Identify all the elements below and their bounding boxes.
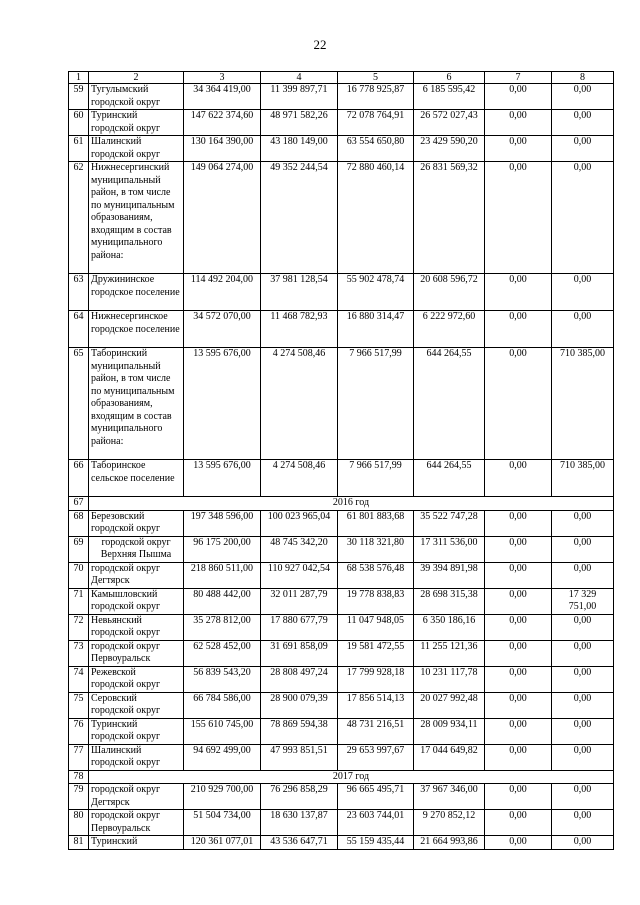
amount-cell: 17 044 649,82 xyxy=(414,744,485,770)
municipality-name-cell: Невьянский городской округ xyxy=(89,614,184,640)
amount-cell: 0,00 xyxy=(485,510,552,536)
amount-cell: 28 009 934,11 xyxy=(414,718,485,744)
municipality-name-cell: Шалинский городской округ xyxy=(89,744,184,770)
amount-cell: 43 180 149,00 xyxy=(261,136,338,162)
table-row xyxy=(69,744,614,770)
table-row xyxy=(69,110,614,136)
row-number-cell: 74 xyxy=(69,666,89,692)
amount-cell: 210 929 700,00 xyxy=(184,784,261,810)
amount-cell: 7 966 517,99 xyxy=(338,348,414,460)
amount-cell: 26 572 027,43 xyxy=(414,110,485,136)
amount-cell: 0,00 xyxy=(552,562,614,588)
amount-cell: 55 159 435,44 xyxy=(338,836,414,850)
amount-cell: 13 595 676,00 xyxy=(184,460,261,497)
amount-cell: 6 185 595,42 xyxy=(414,84,485,110)
amount-cell: 48 731 216,51 xyxy=(338,718,414,744)
municipality-name-cell: Нижнесергинский муниципальный район, в том числе по муниципальным образованиям, входящим в состав муниципального района: xyxy=(89,162,184,274)
amount-cell: 11 047 948,05 xyxy=(338,614,414,640)
municipality-name-cell: Дружининское городское поселение xyxy=(89,274,184,311)
amount-cell: 0,00 xyxy=(552,110,614,136)
amount-cell: 18 630 137,87 xyxy=(261,810,338,836)
amount-cell: 0,00 xyxy=(485,810,552,836)
amount-cell: 197 348 596,00 xyxy=(184,510,261,536)
amount-cell: 16 778 925,87 xyxy=(338,84,414,110)
amount-cell: 0,00 xyxy=(485,640,552,666)
amount-cell: 31 691 858,09 xyxy=(261,640,338,666)
row-number-cell: 65 xyxy=(69,348,89,460)
year-row xyxy=(69,770,614,784)
amount-cell: 47 993 851,51 xyxy=(261,744,338,770)
amount-cell: 0,00 xyxy=(552,162,614,274)
amount-cell: 80 488 442,00 xyxy=(184,588,261,614)
amount-cell: 0,00 xyxy=(552,84,614,110)
amount-cell: 17 880 677,79 xyxy=(261,614,338,640)
row-number-cell: 66 xyxy=(69,460,89,497)
amount-cell: 61 801 883,68 xyxy=(338,510,414,536)
row-number-cell: 73 xyxy=(69,640,89,666)
amount-cell: 120 361 077,01 xyxy=(184,836,261,850)
amount-cell: 28 698 315,38 xyxy=(414,588,485,614)
municipality-name-cell: городской округ Дегтярск xyxy=(89,562,184,588)
table-row xyxy=(69,311,614,348)
table-row xyxy=(69,666,614,692)
amount-cell: 0,00 xyxy=(485,784,552,810)
row-number-cell: 72 xyxy=(69,614,89,640)
amount-cell: 35 278 812,00 xyxy=(184,614,261,640)
header-cell: 4 xyxy=(261,72,338,84)
table-row xyxy=(69,614,614,640)
amount-cell: 62 528 452,00 xyxy=(184,640,261,666)
municipality-name-cell: Таборинский муниципальный район, в том числе по муниципальным образованиям, входящим в состав муниципального района: xyxy=(89,348,184,460)
amount-cell: 0,00 xyxy=(552,718,614,744)
amount-cell: 0,00 xyxy=(552,666,614,692)
row-number-cell: 80 xyxy=(69,810,89,836)
year-row xyxy=(69,497,614,511)
table-row xyxy=(69,588,614,614)
amount-cell: 6 350 186,16 xyxy=(414,614,485,640)
amount-cell: 37 981 128,54 xyxy=(261,274,338,311)
header-cell: 5 xyxy=(338,72,414,84)
amount-cell: 20 608 596,72 xyxy=(414,274,485,311)
municipality-name-cell: Нижнесергинское городское поселение xyxy=(89,311,184,348)
header-cell: 7 xyxy=(485,72,552,84)
amount-cell: 32 011 287,79 xyxy=(261,588,338,614)
amount-cell: 0,00 xyxy=(485,744,552,770)
amount-cell: 114 492 204,00 xyxy=(184,274,261,311)
row-number-cell: 70 xyxy=(69,562,89,588)
table-row xyxy=(69,562,614,588)
amount-cell: 0,00 xyxy=(485,588,552,614)
row-number-cell: 78 xyxy=(69,770,89,784)
row-number-cell: 64 xyxy=(69,311,89,348)
amount-cell: 72 880 460,14 xyxy=(338,162,414,274)
amount-cell: 96 665 495,71 xyxy=(338,784,414,810)
amount-cell: 0,00 xyxy=(552,640,614,666)
amount-cell: 0,00 xyxy=(485,666,552,692)
row-number-cell: 71 xyxy=(69,588,89,614)
amount-cell: 28 900 079,39 xyxy=(261,692,338,718)
amount-cell: 21 664 993,86 xyxy=(414,836,485,850)
amount-cell: 0,00 xyxy=(485,274,552,311)
amount-cell: 710 385,00 xyxy=(552,460,614,497)
amount-cell: 0,00 xyxy=(552,536,614,562)
amount-cell: 55 902 478,74 xyxy=(338,274,414,311)
row-number-cell: 75 xyxy=(69,692,89,718)
table-row xyxy=(69,836,614,850)
municipality-name-cell: Режевской городской округ xyxy=(89,666,184,692)
amount-cell: 48 745 342,20 xyxy=(261,536,338,562)
amount-cell: 0,00 xyxy=(552,614,614,640)
amount-cell: 6 222 972,60 xyxy=(414,311,485,348)
amount-cell: 0,00 xyxy=(552,274,614,311)
header-cell: 2 xyxy=(89,72,184,84)
amount-cell: 13 595 676,00 xyxy=(184,348,261,460)
year-label-cell: 2017 год xyxy=(89,770,614,784)
table-row xyxy=(69,84,614,110)
amount-cell: 26 831 569,32 xyxy=(414,162,485,274)
amount-cell: 9 270 852,12 xyxy=(414,810,485,836)
amount-cell: 0,00 xyxy=(485,84,552,110)
municipality-name-cell: Камышловский городской округ xyxy=(89,588,184,614)
table-row xyxy=(69,536,614,562)
amount-cell: 4 274 508,46 xyxy=(261,348,338,460)
table-row xyxy=(69,718,614,744)
amount-cell: 0,00 xyxy=(485,348,552,460)
row-number-cell: 60 xyxy=(69,110,89,136)
municipality-name-cell: Тугулымский городской округ xyxy=(89,84,184,110)
row-number-cell: 79 xyxy=(69,784,89,810)
amount-cell: 0,00 xyxy=(552,836,614,850)
amount-cell: 130 164 390,00 xyxy=(184,136,261,162)
municipality-name-cell: Березовский городской округ xyxy=(89,510,184,536)
amount-cell: 710 385,00 xyxy=(552,348,614,460)
row-number-cell: 67 xyxy=(69,497,89,511)
header-cell: 1 xyxy=(69,72,89,84)
amount-cell: 644 264,55 xyxy=(414,460,485,497)
amount-cell: 34 572 070,00 xyxy=(184,311,261,348)
row-number-cell: 68 xyxy=(69,510,89,536)
amount-cell: 23 603 744,01 xyxy=(338,810,414,836)
municipality-name-cell: городской округ Верхняя Пышма xyxy=(89,536,184,562)
amount-cell: 68 538 576,48 xyxy=(338,562,414,588)
page-number: 22 xyxy=(313,37,327,52)
row-number-cell: 63 xyxy=(69,274,89,311)
header-cell: 6 xyxy=(414,72,485,84)
amount-cell: 149 064 274,00 xyxy=(184,162,261,274)
amount-cell: 17 799 928,18 xyxy=(338,666,414,692)
amount-cell: 37 967 346,00 xyxy=(414,784,485,810)
table-row xyxy=(69,136,614,162)
amount-cell: 0,00 xyxy=(485,692,552,718)
budget-table xyxy=(68,71,614,850)
amount-cell: 35 522 747,28 xyxy=(414,510,485,536)
amount-cell: 7 966 517,99 xyxy=(338,460,414,497)
amount-cell: 0,00 xyxy=(485,536,552,562)
row-number-cell: 81 xyxy=(69,836,89,850)
amount-cell: 0,00 xyxy=(485,614,552,640)
amount-cell: 0,00 xyxy=(552,784,614,810)
row-number-cell: 61 xyxy=(69,136,89,162)
amount-cell: 10 231 117,78 xyxy=(414,666,485,692)
amount-cell: 0,00 xyxy=(552,510,614,536)
municipality-name-cell: Туринский городской округ xyxy=(89,718,184,744)
year-label-cell: 2016 год xyxy=(89,497,614,511)
amount-cell: 43 536 647,71 xyxy=(261,836,338,850)
amount-cell: 56 839 543,20 xyxy=(184,666,261,692)
amount-cell: 20 027 992,48 xyxy=(414,692,485,718)
amount-cell: 100 023 965,04 xyxy=(261,510,338,536)
header-cell: 3 xyxy=(184,72,261,84)
amount-cell: 218 860 511,00 xyxy=(184,562,261,588)
municipality-name-cell: городской округ Первоуральск xyxy=(89,640,184,666)
amount-cell: 11 255 121,36 xyxy=(414,640,485,666)
amount-cell: 0,00 xyxy=(552,311,614,348)
table-row xyxy=(69,810,614,836)
amount-cell: 0,00 xyxy=(485,562,552,588)
amount-cell: 147 622 374,60 xyxy=(184,110,261,136)
table-row xyxy=(69,162,614,274)
amount-cell: 0,00 xyxy=(552,744,614,770)
amount-cell: 11 468 782,93 xyxy=(261,311,338,348)
table-row xyxy=(69,510,614,536)
table-header-row xyxy=(69,72,614,84)
amount-cell: 72 078 764,91 xyxy=(338,110,414,136)
amount-cell: 0,00 xyxy=(485,162,552,274)
amount-cell: 30 118 321,80 xyxy=(338,536,414,562)
amount-cell: 23 429 590,20 xyxy=(414,136,485,162)
amount-cell: 96 175 200,00 xyxy=(184,536,261,562)
municipality-name-cell: Таборинское сельское поселение xyxy=(89,460,184,497)
amount-cell: 0,00 xyxy=(485,460,552,497)
municipality-name-cell: Шалинский городской округ xyxy=(89,136,184,162)
amount-cell: 19 581 472,55 xyxy=(338,640,414,666)
municipality-name-cell: городской округ Первоуральск xyxy=(89,810,184,836)
amount-cell: 0,00 xyxy=(485,836,552,850)
municipality-name-cell: Туринский городской округ xyxy=(89,110,184,136)
amount-cell: 66 784 586,00 xyxy=(184,692,261,718)
amount-cell: 17 856 514,13 xyxy=(338,692,414,718)
amount-cell: 155 610 745,00 xyxy=(184,718,261,744)
municipality-name-cell: городской округ Дегтярск xyxy=(89,784,184,810)
amount-cell: 76 296 858,29 xyxy=(261,784,338,810)
table-row xyxy=(69,460,614,497)
amount-cell: 11 399 897,71 xyxy=(261,84,338,110)
amount-cell: 94 692 499,00 xyxy=(184,744,261,770)
row-number-cell: 62 xyxy=(69,162,89,274)
amount-cell: 49 352 244,54 xyxy=(261,162,338,274)
amount-cell: 0,00 xyxy=(485,136,552,162)
row-number-cell: 69 xyxy=(69,536,89,562)
row-number-cell: 76 xyxy=(69,718,89,744)
amount-cell: 34 364 419,00 xyxy=(184,84,261,110)
header-cell: 8 xyxy=(552,72,614,84)
amount-cell: 0,00 xyxy=(485,718,552,744)
table-row xyxy=(69,692,614,718)
amount-cell: 28 808 497,24 xyxy=(261,666,338,692)
amount-cell: 0,00 xyxy=(485,110,552,136)
amount-cell: 19 778 838,83 xyxy=(338,588,414,614)
table-row xyxy=(69,274,614,311)
municipality-name-cell: Туринский xyxy=(89,836,184,850)
row-number-cell: 59 xyxy=(69,84,89,110)
amount-cell: 0,00 xyxy=(552,810,614,836)
amount-cell: 63 554 650,80 xyxy=(338,136,414,162)
table-row xyxy=(69,784,614,810)
amount-cell: 644 264,55 xyxy=(414,348,485,460)
amount-cell: 0,00 xyxy=(552,136,614,162)
amount-cell: 4 274 508,46 xyxy=(261,460,338,497)
table-row xyxy=(69,640,614,666)
row-number-cell: 77 xyxy=(69,744,89,770)
amount-cell: 48 971 582,26 xyxy=(261,110,338,136)
amount-cell: 17 311 536,00 xyxy=(414,536,485,562)
table-row xyxy=(69,348,614,460)
municipality-name-cell: Серовский городской округ xyxy=(89,692,184,718)
amount-cell: 110 927 042,54 xyxy=(261,562,338,588)
amount-cell: 51 504 734,00 xyxy=(184,810,261,836)
amount-cell: 29 653 997,67 xyxy=(338,744,414,770)
amount-cell: 0,00 xyxy=(552,692,614,718)
amount-cell: 16 880 314,47 xyxy=(338,311,414,348)
amount-cell: 39 394 891,98 xyxy=(414,562,485,588)
amount-cell: 0,00 xyxy=(485,311,552,348)
amount-cell: 78 869 594,38 xyxy=(261,718,338,744)
table-body xyxy=(69,72,614,850)
amount-cell: 17 329 751,00 xyxy=(552,588,614,614)
